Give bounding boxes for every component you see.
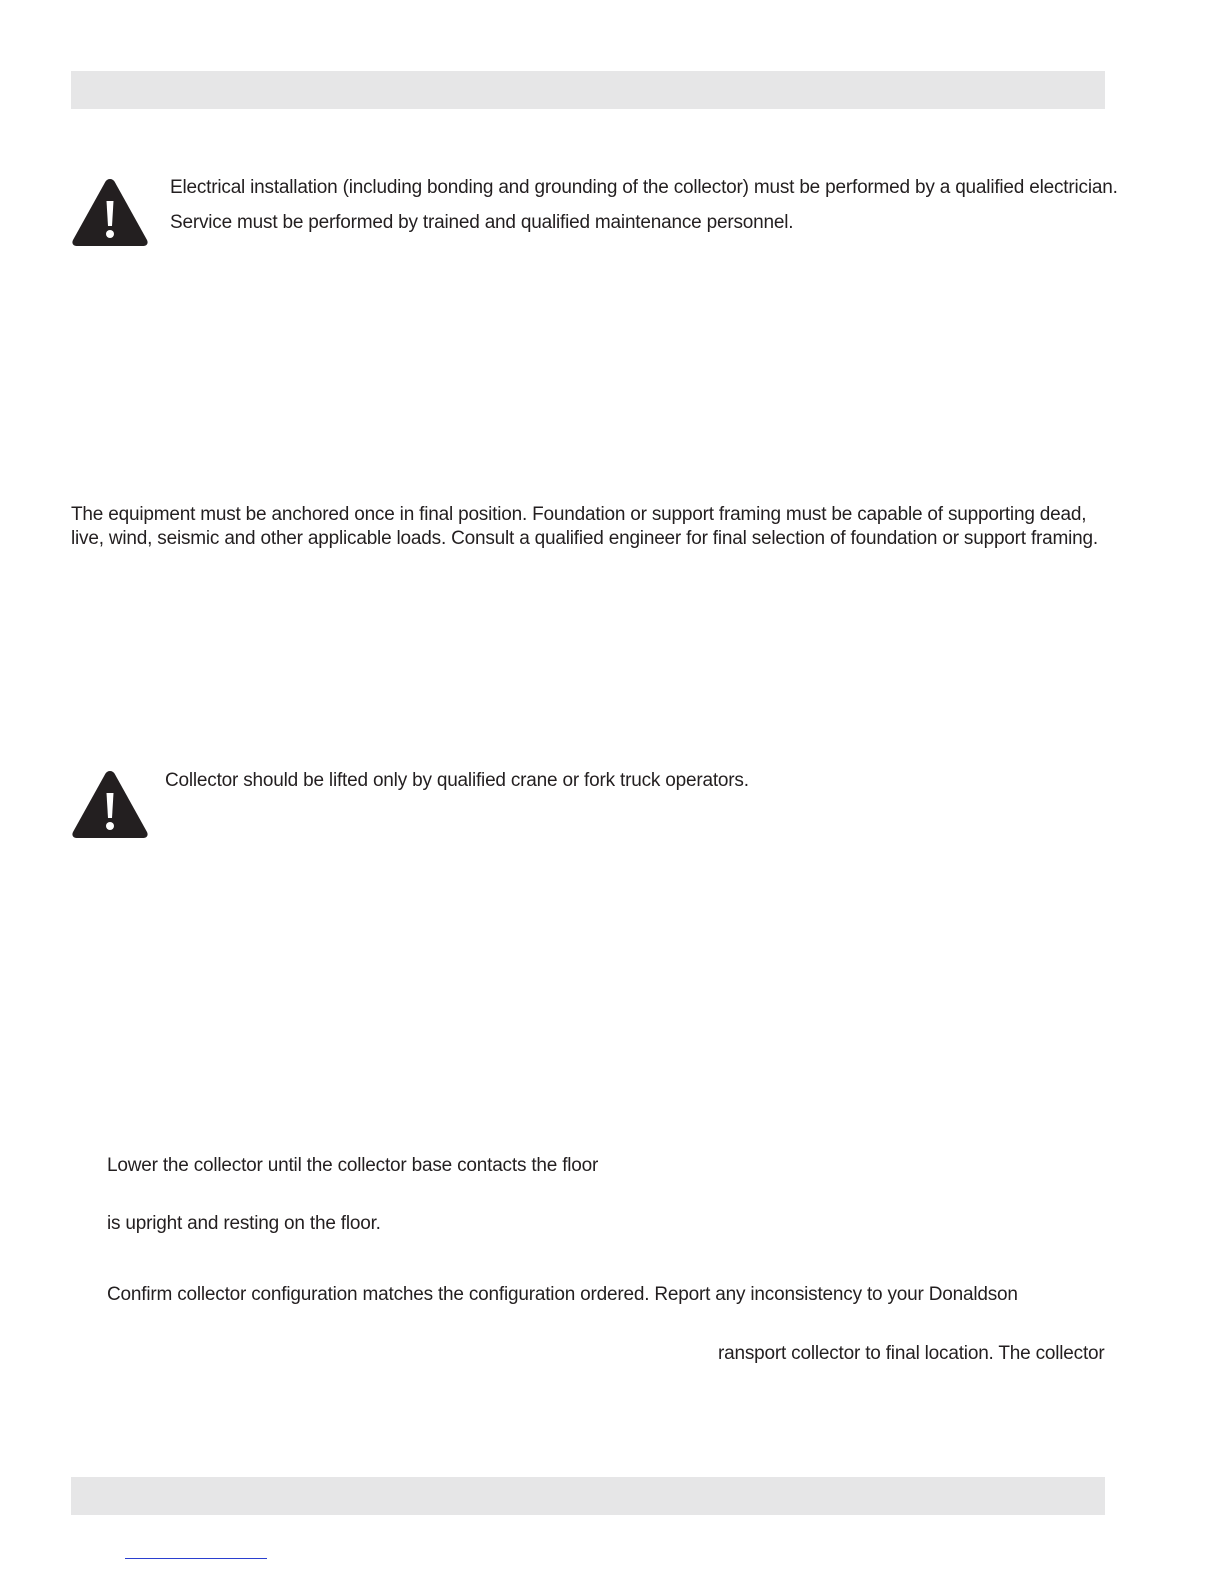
electrical-warning-line-1: Electrical installation (including bonding and grounding of the collector) must be performed by a qualified electrician. (170, 177, 1118, 198)
electrical-warning-line-2: Service must be performed by trained and qualified maintenance personnel. (170, 212, 794, 233)
header-band (71, 71, 1105, 109)
lifting-warning-line-1: Collector should be lifted only by qualified crane or fork truck operators. (165, 770, 749, 791)
step-transport-collector: ransport collector to final location. The collector (718, 1343, 1105, 1364)
step-lower-collector: Lower the collector until the collector base contacts the floor (107, 1155, 599, 1176)
step-upright: is upright and resting on the floor. (107, 1213, 381, 1234)
footer-link-underline[interactable] (125, 1558, 267, 1559)
warning-triangle-icon (71, 769, 149, 839)
footer-band (71, 1477, 1105, 1515)
warning-triangle-icon (71, 177, 149, 247)
step-confirm-configuration: Confirm collector configuration matches the configuration ordered. Report any inconsistency to your Donaldson (107, 1284, 1018, 1305)
foundation-paragraph: The equipment must be anchored once in final position. Foundation or support framing must be capable of supporting dead, live, wind, seismic and other applicable loads. Consult a qualified engineer for final selection of foundation or support framing. (71, 504, 1098, 549)
